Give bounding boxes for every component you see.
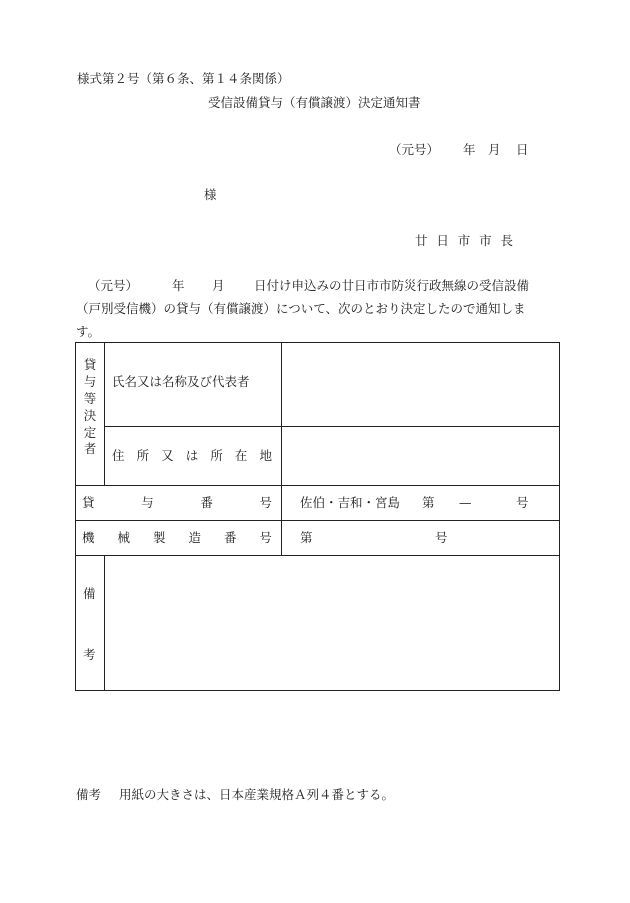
serial-number-label (82, 532, 272, 545)
loan-number-label-char: 番 (200, 495, 213, 510)
decision-table (75, 342, 560, 691)
remarks-label-char: 考 (83, 647, 96, 662)
serial-label-char: 号 (259, 530, 272, 545)
address-label-char: 又 (161, 448, 174, 463)
date-month: 月 (488, 142, 501, 157)
decider-label-char: 等 (83, 390, 97, 406)
serial-label-char: 造 (188, 530, 201, 545)
decider-label-char: 与 (83, 373, 97, 389)
recipient-honorific: 様 (204, 187, 217, 202)
date-day: 日 (516, 142, 529, 157)
loan-number-label-char: 与 (141, 495, 154, 510)
body-month: 月 (212, 278, 225, 293)
col-divider (104, 555, 105, 691)
form-number: 様式第２号（第６条、第１４条関係） (77, 71, 290, 86)
address-label-char: 住 (112, 448, 125, 463)
footer-note-text: 用紙の大きさは、日本産業規格Ａ列４番とする。 (119, 787, 395, 802)
issuer-char: 長 (500, 233, 513, 248)
col-divider (281, 343, 282, 555)
date-era: （元号） (389, 142, 440, 157)
row-divider (76, 485, 560, 486)
body-line2: （戸別受信機）の貸与（有償譲渡）について、次のとおり決定したので通知しま (76, 301, 526, 316)
document-title: 受信設備貸与（有償譲渡）決定通知書 (208, 95, 421, 110)
serial-label-char: 械 (117, 530, 130, 545)
address-value[interactable] (291, 450, 551, 464)
serial-label-char: 番 (223, 530, 237, 545)
address-label (112, 450, 272, 463)
row-divider (76, 555, 560, 556)
address-label-char: 在 (234, 448, 248, 463)
loan-number-label-char: 号 (259, 495, 272, 510)
serial-label-char: 機 (82, 530, 95, 545)
serial-go: 号 (435, 530, 448, 545)
issuer-char: 市 (457, 233, 471, 248)
loan-number-label-char: 貸 (82, 495, 95, 510)
body-year: 年 (172, 278, 185, 293)
remarks-value[interactable] (116, 568, 546, 678)
loan-number-go: 号 (516, 495, 529, 510)
body-line3: す。 (76, 324, 101, 339)
address-label-char: 所 (210, 448, 223, 463)
issuer-name (415, 235, 513, 248)
body-line1-rest: 日付け申込みの廿日市市防災行政無線の受信設備 (254, 278, 530, 293)
address-label-char: 所 (136, 448, 150, 463)
decider-label-char: 者 (83, 441, 97, 457)
loan-number-dash: — (459, 495, 472, 510)
remarks-label-char: 備 (83, 586, 96, 601)
issuer-char: 市 (479, 233, 492, 248)
row-divider (104, 426, 560, 427)
decider-label-char: 決 (83, 407, 97, 423)
name-value[interactable] (291, 376, 551, 390)
footer-note-label: 備考 (76, 787, 102, 802)
body-era: （元号） (88, 278, 139, 293)
address-label-char: 地 (259, 448, 272, 463)
loan-number-dai: 第 (422, 495, 435, 510)
serial-label-char: 製 (152, 530, 166, 545)
name-label: 氏名又は名称及び代表者 (112, 374, 250, 389)
row-divider (76, 520, 560, 521)
issuer-char: 廿 (415, 233, 428, 248)
date-year: 年 (463, 142, 476, 157)
decider-label (83, 357, 97, 458)
decider-label-char: 貸 (83, 357, 97, 372)
loan-number-districts: 佐伯・吉和・宮島 (300, 495, 401, 510)
loan-number-label (82, 497, 272, 510)
serial-dai: 第 (300, 530, 313, 545)
col-divider (104, 343, 105, 485)
address-label-char: は (185, 448, 199, 463)
issuer-char: 日 (436, 233, 449, 248)
decider-label-char: 定 (83, 424, 97, 440)
